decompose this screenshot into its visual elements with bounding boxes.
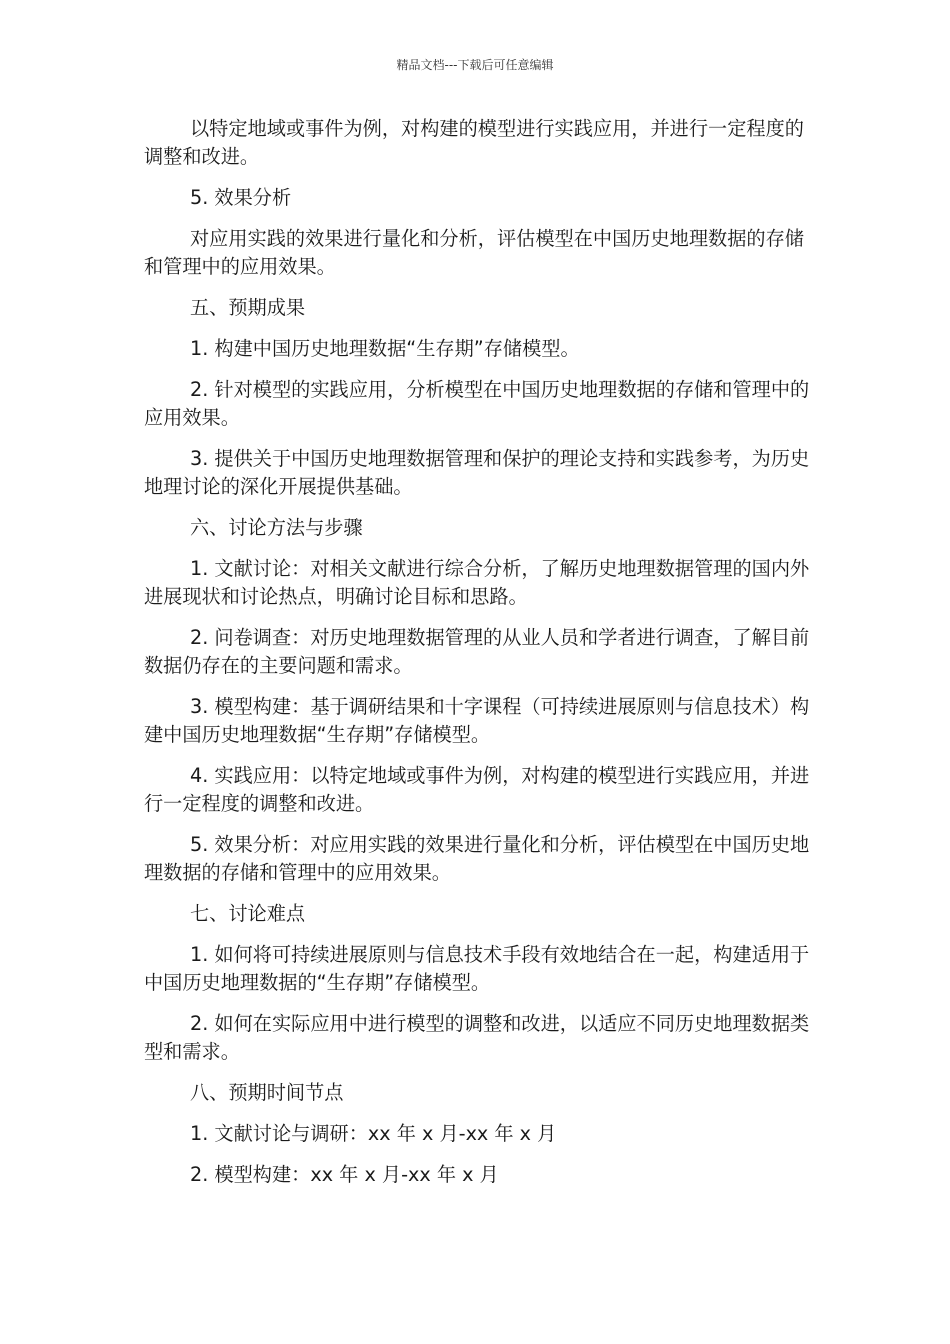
section-heading: 五、预期成果 — [190, 296, 306, 319]
section-heading: 七、讨论难点 — [190, 902, 306, 925]
document-body — [144, 115, 810, 1202]
section-heading: 六、讨论方法与步骤 — [190, 516, 363, 539]
list-item: 4. 实践应用：以特定地域或事件为例，对构建的模型进行实践应用，并进行一定程度的调整和改进。 — [144, 764, 810, 815]
section-subheading: 5. 效果分析 — [190, 186, 292, 209]
list-item: 2. 针对模型的实践应用，分析模型在中国历史地理数据的存储和管理中的应用效果。 — [144, 378, 810, 429]
list-item: 1. 文献讨论：对相关文献进行综合分析，了解历史地理数据管理的国内外进展现状和讨论热点，明确讨论目标和思路。 — [144, 557, 810, 608]
list-item: 3. 模型构建：基于调研结果和十字课程（可持续进展原则与信息技术）构建中国历史地理数据“生存期”存储模型。 — [144, 695, 810, 746]
paragraph: 以特定地域或事件为例，对构建的模型进行实践应用，并进行一定程度的调整和改进。 — [144, 117, 804, 168]
list-item: 5. 效果分析：对应用实践的效果进行量化和分析，评估模型在中国历史地理数据的存储和管理中的应用效果。 — [144, 833, 810, 884]
list-item: 1. 如何将可持续进展原则与信息技术手段有效地结合在一起，构建适用于中国历史地理数据的“生存期”存储模型。 — [144, 943, 810, 994]
list-item: 2. 如何在实际应用中进行模型的调整和改进，以适应不同历史地理数据类型和需求。 — [144, 1012, 810, 1063]
page-header: 精品文档---下载后可任意编辑 — [396, 58, 554, 72]
list-item: 1. 构建中国历史地理数据“生存期”存储模型。 — [190, 337, 580, 360]
list-item: 3. 提供关于中国历史地理数据管理和保护的理论支持和实践参考，为历史地理讨论的深化开展提供基础。 — [144, 447, 810, 498]
list-item: 2. 问卷调查：对历史地理数据管理的从业人员和学者进行调查，了解目前数据仍存在的主要问题和需求。 — [144, 626, 810, 677]
paragraph: 对应用实践的效果进行量化和分析，评估模型在中国历史地理数据的存储和管理中的应用效果。 — [144, 227, 804, 278]
list-item: 2. 模型构建：xx 年 x 月-xx 年 x 月 — [190, 1163, 499, 1186]
list-item: 1. 文献讨论与调研：xx 年 x 月-xx 年 x 月 — [190, 1122, 557, 1145]
section-heading: 八、预期时间节点 — [190, 1081, 344, 1104]
